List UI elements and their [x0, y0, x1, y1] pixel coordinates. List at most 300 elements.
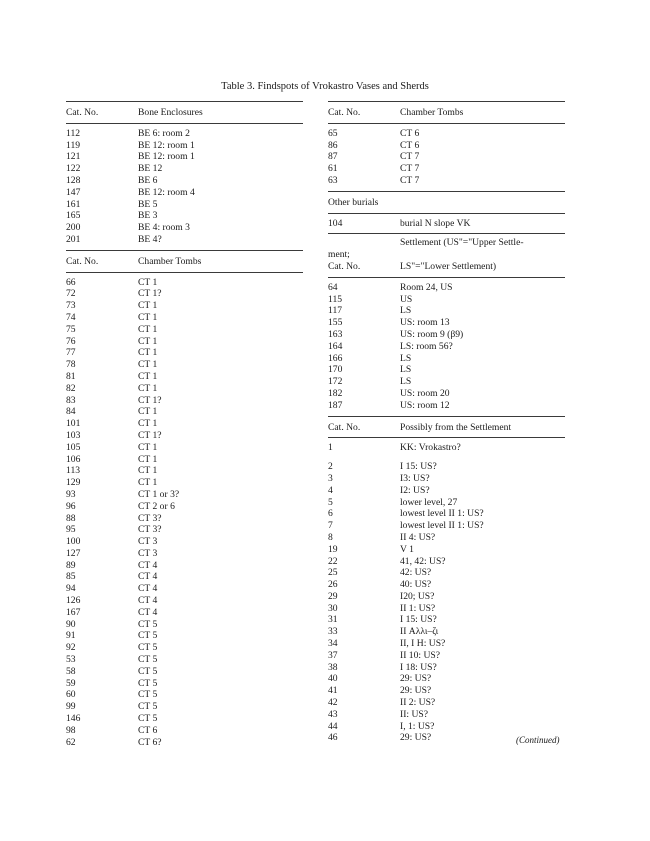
- cat-no-cell: 76: [66, 335, 76, 347]
- findspot-cell: II 1: US?: [400, 602, 436, 614]
- cat-no-cell: 146: [66, 713, 81, 725]
- cat-no-cell: 84: [66, 406, 76, 418]
- findspot-cell: CT 5: [138, 689, 158, 701]
- table-row: [328, 364, 565, 376]
- findspot-cell: Room 24, US: [400, 281, 453, 293]
- cat-no-cell: 37: [328, 649, 338, 661]
- findspot-cell: 29: US?: [400, 673, 432, 685]
- findspot-cell: CT 5: [138, 701, 158, 713]
- findspot-cell: LS: [400, 376, 412, 388]
- findspot-cell: I 18: US?: [400, 661, 437, 673]
- header-chamber-tombs: Chamber Tombs: [400, 107, 464, 118]
- table-title: Table 3. Findspots of Vrokastro Vases and Sherds: [221, 81, 429, 92]
- findspot-cell: CT 1 or 3?: [138, 488, 180, 500]
- cat-no-cell: 66: [66, 276, 76, 288]
- cat-no-cell: 106: [66, 453, 81, 465]
- table-row: [328, 294, 565, 306]
- findspot-cell: CT 1: [138, 441, 158, 453]
- header-cat-no: Cat. No.: [328, 107, 361, 118]
- continued-note: (Continued): [516, 735, 560, 745]
- header-cat-no: Cat. No.: [328, 260, 361, 272]
- table-row: [328, 662, 565, 674]
- findspot-cell: BE 12: room 1: [138, 139, 195, 151]
- findspot-cell: CT 1: [138, 453, 158, 465]
- cat-no-cell: 19: [328, 543, 338, 555]
- cat-no-cell: 25: [328, 567, 338, 579]
- table-row: [66, 713, 303, 725]
- table-row: [328, 329, 565, 341]
- cat-no-cell: 105: [66, 441, 81, 453]
- findspot-cell: BE 6: room 2: [138, 127, 190, 139]
- findspot-cell: CT 6: [400, 139, 420, 151]
- cat-no-cell: 82: [66, 382, 76, 394]
- findspot-cell: BE 4?: [138, 233, 162, 245]
- bone-enclosures-header: [66, 102, 303, 123]
- cat-no-cell: 119: [66, 139, 81, 151]
- table-row: [328, 579, 565, 591]
- settlement-header: [328, 234, 565, 276]
- cat-no-cell: 43: [328, 708, 338, 720]
- findspot-cell: CT 6: [138, 724, 158, 736]
- cat-no-cell: 88: [66, 512, 76, 524]
- findspot-cell: I, 1: US?: [400, 720, 435, 732]
- table-row: [328, 218, 565, 230]
- cat-no-cell: 62: [66, 736, 76, 748]
- findspot-cell: CT 1: [138, 382, 158, 394]
- table-row: [66, 465, 303, 477]
- findspot-cell: BE 12: room 1: [138, 151, 195, 163]
- findspot-cell: CT 3: [138, 536, 158, 548]
- cat-no-cell: 2: [328, 461, 333, 473]
- findspot-cell: CT 5: [138, 713, 158, 725]
- settlement-header-line3: LS"="Lower Settlement): [400, 260, 497, 272]
- chamber-tombs-rows: [66, 277, 303, 749]
- table-row: [66, 151, 303, 163]
- cat-no-cell: 91: [66, 630, 76, 642]
- cat-no-cell: 167: [66, 606, 81, 618]
- table-row: [328, 721, 565, 733]
- cat-no-cell: 41: [328, 685, 338, 697]
- table-row: [66, 607, 303, 619]
- cat-no-cell: 53: [66, 654, 76, 666]
- findspot-cell: BE 4: room 3: [138, 222, 190, 234]
- findspot-cell: CT 1?: [138, 394, 162, 406]
- table-row: [328, 626, 565, 638]
- table-row: [328, 591, 565, 603]
- findspot-cell: V 1: [400, 543, 414, 555]
- findspot-cell: LS: [400, 352, 412, 364]
- cat-no-cell: 126: [66, 595, 81, 607]
- table-row: [328, 603, 565, 615]
- possibly-settlement-header: [328, 417, 565, 438]
- table-row: [66, 501, 303, 513]
- cat-no-cell: 127: [66, 547, 81, 559]
- table-row: [328, 532, 565, 544]
- findspot-cell: CT 7: [400, 174, 420, 186]
- table-row: [66, 418, 303, 430]
- table-row: [66, 489, 303, 501]
- table-row: [66, 234, 303, 246]
- cat-no-cell: 78: [66, 359, 76, 371]
- findspot-cell: CT 4: [138, 595, 158, 607]
- findspot-cell: I2: US?: [400, 484, 430, 496]
- findspot-cell: LS: [400, 305, 412, 317]
- left-column: [66, 101, 303, 748]
- cat-no-cell: 99: [66, 701, 76, 713]
- table-row: [66, 689, 303, 701]
- cat-no-cell: 8: [328, 531, 333, 543]
- findspot-cell: I20; US?: [400, 590, 435, 602]
- cat-no-cell: 201: [66, 233, 81, 245]
- findspot-cell: US: room 12: [400, 399, 450, 411]
- findspot-cell: II 4: US?: [400, 531, 436, 543]
- table-row: [328, 151, 565, 163]
- table-row: [328, 685, 565, 697]
- table-row: [66, 359, 303, 371]
- cat-no-cell: 129: [66, 477, 81, 489]
- cat-no-cell: 163: [328, 328, 343, 340]
- table-row: [328, 400, 565, 412]
- findspot-cell: CT 5: [138, 654, 158, 666]
- bone-enclosures-rows: [66, 128, 303, 246]
- findspot-cell: CT 1: [138, 370, 158, 382]
- cat-no-cell: 38: [328, 661, 338, 673]
- findspot-cell: CT 1?: [138, 429, 162, 441]
- table-row: [66, 737, 303, 749]
- findspot-cell: I 15: US?: [400, 614, 437, 626]
- table-row: [66, 163, 303, 175]
- findspot-cell: CT 6?: [138, 736, 162, 748]
- table-row: [328, 175, 565, 187]
- table-row: [66, 128, 303, 140]
- settlement-rows: [328, 282, 565, 412]
- findspot-cell: lower level, 27: [400, 496, 458, 508]
- table-row: [328, 638, 565, 650]
- findspot-cell: CT 1: [138, 359, 158, 371]
- table-row: [328, 317, 565, 329]
- header-bone-enclosures: Bone Enclosures: [138, 107, 203, 118]
- findspot-cell: US: room 9 (β9): [400, 328, 464, 340]
- table-row: [66, 324, 303, 336]
- cat-no-cell: 30: [328, 602, 338, 614]
- table-row: [66, 642, 303, 654]
- table-row: [66, 371, 303, 383]
- cat-no-cell: 58: [66, 665, 76, 677]
- findspot-cell: CT 1: [138, 323, 158, 335]
- table-row: [328, 709, 565, 721]
- findspot-cell: CT 1: [138, 347, 158, 359]
- table-row: [328, 567, 565, 579]
- table-row: [66, 560, 303, 572]
- table-row: [66, 666, 303, 678]
- table-row: [328, 556, 565, 568]
- findspot-cell: 40: US?: [400, 579, 432, 591]
- findspot-cell: CT 1: [138, 406, 158, 418]
- table-row: [328, 497, 565, 509]
- table-row: [66, 406, 303, 418]
- findspot-cell: CT 5: [138, 630, 158, 642]
- table-row: [328, 388, 565, 400]
- cat-no-cell: 122: [66, 163, 81, 175]
- findspot-cell: CT 1: [138, 335, 158, 347]
- table-row: [66, 442, 303, 454]
- cat-no-cell: 112: [66, 127, 81, 139]
- cat-no-cell: 115: [328, 293, 343, 305]
- cat-no-cell: 90: [66, 618, 76, 630]
- table-row: [66, 199, 303, 211]
- table-row: [328, 376, 565, 388]
- table-row: [328, 461, 565, 473]
- findspot-cell: CT 1: [138, 465, 158, 477]
- cat-no-cell: 164: [328, 340, 343, 352]
- findspot-cell: CT 2 or 6: [138, 500, 175, 512]
- cat-no-cell: 6: [328, 508, 333, 520]
- table-row: [328, 673, 565, 685]
- cat-no-cell: 31: [328, 614, 338, 626]
- cat-no-cell: 65: [328, 127, 338, 139]
- findspot-cell: burial N slope VK: [400, 217, 471, 229]
- cat-no-cell: 93: [66, 488, 76, 500]
- findspot-cell: CT 3?: [138, 524, 162, 536]
- table-row: [66, 701, 303, 713]
- cat-no-cell: 63: [328, 174, 338, 186]
- findspot-cell: US: room 13: [400, 317, 450, 329]
- cat-no-cell: 59: [66, 677, 76, 689]
- findspot-cell: CT 1: [138, 418, 158, 430]
- cat-no-cell: 46: [328, 732, 338, 744]
- cat-no-cell: 172: [328, 376, 343, 388]
- other-burials-rows: [328, 218, 565, 230]
- findspot-cell: CT 1?: [138, 288, 162, 300]
- header-chamber-tombs: Chamber Tombs: [138, 255, 202, 267]
- findspot-cell: I 15: US?: [400, 461, 437, 473]
- cat-no-cell: 26: [328, 579, 338, 591]
- table-row: [66, 678, 303, 690]
- header-cat-no: Cat. No.: [66, 255, 99, 267]
- cat-no-cell: 42: [328, 697, 338, 709]
- table-row: [66, 630, 303, 642]
- findspot-cell: 41, 42: US?: [400, 555, 446, 567]
- cat-no-cell: 64: [328, 281, 338, 293]
- cat-no-cell: 77: [66, 347, 76, 359]
- findspot-cell: LS: [400, 364, 412, 376]
- findspot-cell: CT 5: [138, 642, 158, 654]
- cat-no-cell: 121: [66, 151, 81, 163]
- table-row: [66, 595, 303, 607]
- table-row: [66, 477, 303, 489]
- table-row: [66, 336, 303, 348]
- table-row: [66, 654, 303, 666]
- cat-no-cell: 29: [328, 590, 338, 602]
- table-row: [66, 300, 303, 312]
- table-row: [328, 508, 565, 520]
- possibly-settlement-rows: [328, 461, 565, 744]
- cat-no-cell: 187: [328, 399, 343, 411]
- cat-no-cell: 61: [328, 163, 338, 175]
- cat-no-cell: 85: [66, 571, 76, 583]
- header-cat-no: Cat. No.: [328, 421, 361, 433]
- cat-no-cell: 103: [66, 429, 81, 441]
- findspot-cell: CT 1: [138, 311, 158, 323]
- header-cat-no: Cat. No.: [66, 107, 99, 118]
- findspot-cell: CT 6: [400, 127, 420, 139]
- cat-no-cell: 96: [66, 500, 76, 512]
- findspot-cell: CT 5: [138, 618, 158, 630]
- findspot-cell: CT 5: [138, 677, 158, 689]
- findspot-cell: US: room 20: [400, 387, 450, 399]
- findspot-cell: CT 4: [138, 583, 158, 595]
- cat-no-cell: 73: [66, 300, 76, 312]
- right-column: [328, 101, 565, 744]
- table-row: [66, 312, 303, 324]
- table-row: [66, 288, 303, 300]
- table-row: [66, 548, 303, 560]
- cat-no-cell: 165: [66, 210, 81, 222]
- cat-no-cell: 86: [328, 139, 338, 151]
- cat-no-cell: 113: [66, 465, 81, 477]
- table-row: [66, 175, 303, 187]
- findspot-cell: 42: US?: [400, 567, 432, 579]
- table-row: [328, 140, 565, 152]
- table-row: [328, 544, 565, 556]
- findspot-cell: II 2: US?: [400, 697, 436, 709]
- cat-no-cell: 200: [66, 222, 81, 234]
- table-row: [66, 430, 303, 442]
- findspot-cell: II Αλλι–ζι: [400, 626, 439, 638]
- findspot-cell: CT 4: [138, 571, 158, 583]
- table-row: [66, 347, 303, 359]
- findspot-cell: lowest level II 1: US?: [400, 520, 484, 532]
- cat-no-cell: 22: [328, 555, 338, 567]
- table-row: [328, 341, 565, 353]
- findspot-cell: II 10: US?: [400, 649, 440, 661]
- table-row: [66, 454, 303, 466]
- chamber-tombs-header: [66, 251, 303, 272]
- cat-no-cell: 95: [66, 524, 76, 536]
- cat-no-cell: 166: [328, 352, 343, 364]
- table-row: [66, 277, 303, 289]
- table-row: [66, 536, 303, 548]
- findspot-cell: CT 1: [138, 300, 158, 312]
- cat-no-cell: 1: [328, 442, 333, 454]
- table-row: [66, 524, 303, 536]
- cat-no-cell: 100: [66, 536, 81, 548]
- table-row: [66, 222, 303, 234]
- chamber-tombs-header-right: [328, 102, 565, 123]
- findspot-cell: BE 12: [138, 163, 163, 175]
- cat-no-cell: 87: [328, 151, 338, 163]
- table-row: [66, 395, 303, 407]
- findspot-cell: I3: US?: [400, 472, 430, 484]
- cat-no-cell: 83: [66, 394, 76, 406]
- cat-no-cell: 94: [66, 583, 76, 595]
- cat-no-cell: 147: [66, 186, 81, 198]
- table-row: [328, 442, 565, 454]
- findspot-cell: CT 7: [400, 163, 420, 175]
- cat-no-cell: 101: [66, 418, 81, 430]
- cat-no-cell: 128: [66, 174, 81, 186]
- cat-no-cell: 40: [328, 673, 338, 685]
- findspot-cell: CT 4: [138, 559, 158, 571]
- table-row: [328, 485, 565, 497]
- table-row: [328, 282, 565, 294]
- cat-no-cell: 74: [66, 311, 76, 323]
- chamber-tombs-rows-right: [328, 128, 565, 187]
- cat-no-cell: 89: [66, 559, 76, 571]
- cat-no-cell: 161: [66, 198, 81, 210]
- cat-no-cell: 81: [66, 370, 76, 382]
- table-row: [66, 619, 303, 631]
- table-row: [328, 305, 565, 317]
- cat-no-cell: 4: [328, 484, 333, 496]
- table-row: [66, 513, 303, 525]
- findspot-cell: lowest level II 1: US?: [400, 508, 484, 520]
- findspot-cell: CT 3?: [138, 512, 162, 524]
- table-row: [66, 571, 303, 583]
- table-row: [66, 725, 303, 737]
- cat-no-cell: 60: [66, 689, 76, 701]
- table-row: [328, 163, 565, 175]
- findspot-cell: 29: US?: [400, 732, 432, 744]
- cat-no-cell: 33: [328, 626, 338, 638]
- cat-no-cell: 3: [328, 472, 333, 484]
- findspot-cell: CT 7: [400, 151, 420, 163]
- findspot-cell: CT 1: [138, 477, 158, 489]
- header-possibly-settlement: Possibly from the Settlement: [400, 421, 512, 433]
- findspot-cell: CT 3: [138, 547, 158, 559]
- table-row: [328, 473, 565, 485]
- findspot-cell: II, I H: US?: [400, 638, 446, 650]
- findspot-cell: BE 12: room 4: [138, 186, 195, 198]
- table-row: [328, 520, 565, 532]
- cat-no-cell: 72: [66, 288, 76, 300]
- cat-no-cell: 44: [328, 720, 338, 732]
- cat-no-cell: 182: [328, 387, 343, 399]
- findspot-cell: 29: US?: [400, 685, 432, 697]
- table-row: [66, 583, 303, 595]
- cat-no-cell: 98: [66, 724, 76, 736]
- header-other-burials: Other burials: [328, 196, 379, 208]
- findspot-cell: BE 5: [138, 198, 158, 210]
- cat-no-cell: 75: [66, 323, 76, 335]
- table-row: [328, 128, 565, 140]
- findspot-cell: BE 3: [138, 210, 158, 222]
- other-burials-header: [328, 192, 565, 213]
- settlement-header-line2: ment;: [328, 249, 350, 261]
- cat-no-cell: 117: [328, 305, 343, 317]
- table-row: [328, 614, 565, 626]
- cat-no-cell: 5: [328, 496, 333, 508]
- cat-no-cell: 104: [328, 217, 343, 229]
- findspot-cell: CT 1: [138, 276, 158, 288]
- findspot-cell: II: US?: [400, 708, 428, 720]
- findspot-cell: BE 6: [138, 174, 158, 186]
- table-row: [66, 210, 303, 222]
- findspot-cell: LS: room 56?: [400, 340, 453, 352]
- findspot-cell: CT 5: [138, 665, 158, 677]
- table-row: [66, 383, 303, 395]
- cat-no-cell: 34: [328, 638, 338, 650]
- table-row: [66, 140, 303, 152]
- settlement-header-line1: Settlement (US"="Upper Settle-: [400, 237, 524, 249]
- findspot-cell: KK: Vrokastro?: [400, 442, 461, 454]
- cat-no-cell: 170: [328, 364, 343, 376]
- findspot-cell: CT 4: [138, 606, 158, 618]
- table-row: [328, 650, 565, 662]
- table-row: [328, 697, 565, 709]
- table-row: [66, 187, 303, 199]
- findspot-cell: US: [400, 293, 413, 305]
